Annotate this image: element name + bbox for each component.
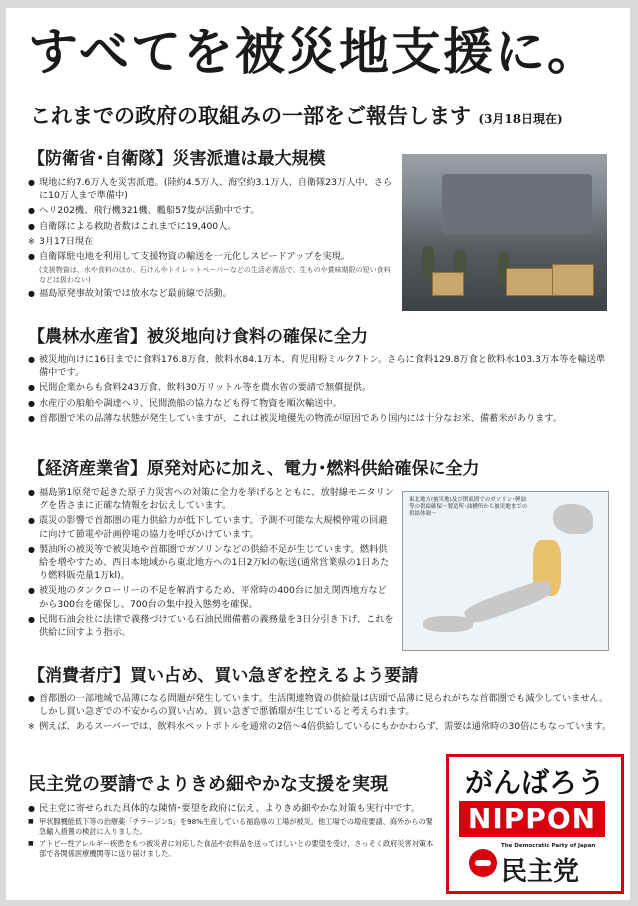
supply-box bbox=[432, 272, 464, 296]
list-item: ■ 甲状腺機能低下等の治療薬「チラージンS」を98%生産している福島県の工場が被災。他工場での増産要請、海外からの緊急輸入措置の検討に入りました。 bbox=[28, 817, 440, 837]
self-defense-forces-photo bbox=[402, 154, 607, 311]
note-item: ※ 例えば、あるスーパーでは、飲料水ペットボトルを通常の2倍～4倍供給しているにもかかわらず、需要は通常時の30倍にもなっています。 bbox=[28, 720, 612, 733]
note-item: ※ 3月17日現在 bbox=[28, 235, 396, 248]
section-dpj-body bbox=[28, 802, 440, 861]
section-consumer-heading: 【消費者庁】買い占め、買い急ぎを控えるよう要請 bbox=[28, 666, 419, 686]
section-agriculture-body bbox=[28, 353, 612, 427]
supply-box bbox=[552, 264, 594, 296]
party-japanese-name: 民主党 bbox=[501, 857, 580, 887]
list-item: ● 被災地向けに16日までに食料176.8万食、飲料水84.1万本、育児用粉ミルク7トン。さらに食料129.8万食と飲料水103.3万本等を輸送準備中です。 bbox=[28, 353, 612, 379]
section-meti-heading: 【経済産業省】原発対応に加え、電力･燃料供給確保に全力 bbox=[28, 459, 480, 479]
ganbarou-text: がんばろう bbox=[464, 766, 605, 799]
list-item: ● 福島原発事故対策では放水など最前線で活動。 bbox=[28, 287, 396, 300]
page-title: すべてを被災地支援に。 bbox=[28, 22, 599, 81]
fuel-supply-map bbox=[402, 491, 609, 651]
supply-box bbox=[506, 268, 554, 296]
map-caption: 東北地方(被災地)及び関東圏でのガソリン･軽油等の供給確保～製造所･油槽所から被災地までの供給体制～ bbox=[409, 497, 528, 517]
list-item: ● ヘリ202機、飛行機321機、艦船57隻が活動中です。 bbox=[28, 204, 396, 217]
list-item: ● 自衛隊駐屯地を利用して支援物資の輸送を一元化しスピードアップを実現。 bbox=[28, 250, 396, 263]
list-item: ● 福島第1原発で起きた原子力災害への対策に全力を挙げるとともに、放射線モニタリングを皆さまに正確な情報をお伝えしています。 bbox=[28, 486, 394, 512]
section-meti-body bbox=[28, 486, 394, 641]
list-item: ● 民間企業からも食料243万食、飲料30万リットル等を農水省の要請で無償提供。 bbox=[28, 381, 612, 394]
landing-craft-shape bbox=[442, 174, 592, 234]
honshu-shape bbox=[462, 577, 553, 627]
list-item: ● 水産庁の船舶や調達ヘリ、民間漁船の協力なども得て物資を順次輸送中。 bbox=[28, 397, 612, 410]
section-defense-heading: 【防衛省･自衛隊】災害派遣は最大規模 bbox=[28, 149, 326, 169]
ganbarou-nippon-badge bbox=[446, 754, 624, 894]
hokkaido-shape bbox=[553, 504, 593, 534]
list-item: ● 首都圏で米の品薄な状態が発生していますが、これは被災地優先の物流が原因であり国内には十分なお米、備蓄米があります。 bbox=[28, 412, 612, 425]
list-item: ● 被災地のタンクローリーの不足を解消するため、平常時の400台に加え関西地方などから300台を確保し、700台の集中投入態勢を確保。 bbox=[28, 584, 394, 610]
list-item: ● 製油所の被災等で被災地や首都圏でガソリンなどの供給不足が生じています。燃料供給を増やすため、西日本地域から東北地方への1日2万klの転送(通常営業県の1日あたり燃料販売量1万kl)。 bbox=[28, 543, 394, 583]
party-english-name: The Democratic Party of Japan bbox=[501, 843, 596, 849]
page-subtitle bbox=[30, 100, 563, 130]
dpj-logo-icon bbox=[469, 849, 497, 877]
subtitle-text: これまでの政府の取組みの一部をご報告します bbox=[30, 103, 471, 128]
list-item: ■ アトピー性アレルギー疾患をもつ被災者に対応した食品や衣料品を送ってほしいとの要望を受け、さっそく政府災害対策本部で各関係医療機関等に送り届けました。 bbox=[28, 839, 440, 859]
list-item: ● 民主党に寄せられた具体的な陳情･要望を政府に伝え、よりきめ細やかな対策も実行中です。 bbox=[28, 802, 440, 815]
section-agriculture-heading: 【農林水産省】被災地向け食料の確保に全力 bbox=[28, 327, 368, 347]
subtitle-date: (3月18日現在) bbox=[478, 112, 563, 126]
section-dpj-heading: 民主党の要請でよりきめ細やかな支援を実現 bbox=[28, 774, 388, 795]
nippon-text: NIPPON bbox=[459, 801, 605, 837]
section-consumer-body bbox=[28, 692, 612, 736]
list-item: ● 首都圏の一部地域で品薄になる問題が発生しています。生活関連物資の供給量は店頭で品薄に見られがちな首都圏でも減少していません。しかし買い急ぎでの不安からの買い占め、買い急ぎで悪循環が生じていると考えられます。 bbox=[28, 692, 612, 718]
flyer-page bbox=[6, 8, 630, 900]
list-item: ● 現地に約7.6万人を災害派遣。(陸約4.5万人、海空約3.1万人、自衛隊23万人中、さらに10万人まで準備中) bbox=[28, 176, 396, 202]
list-item: ● 民間石油会社に法律で義務づけている石油民間備蓄の義務量を3日分引き下げ、これを供給に回すよう指示。 bbox=[28, 613, 394, 639]
list-item: ● 震災の影響で首都圏の電力供給力が低下しています。予測不可能な大規模停電の回避に向けて節電や計画停電の協力を呼びかけています。 bbox=[28, 514, 394, 540]
list-item: ● 自衛隊による救助者数はこれまでに19,400人。 bbox=[28, 220, 396, 233]
western-japan-shape bbox=[423, 616, 473, 632]
section-defense-body bbox=[28, 176, 396, 302]
small-note: (支援物資は、水や食料のほか、石けんやトイレットペーパーなどの生活必需品で、生ものや賞味期限の短い食料などは扱わない) bbox=[39, 266, 391, 285]
